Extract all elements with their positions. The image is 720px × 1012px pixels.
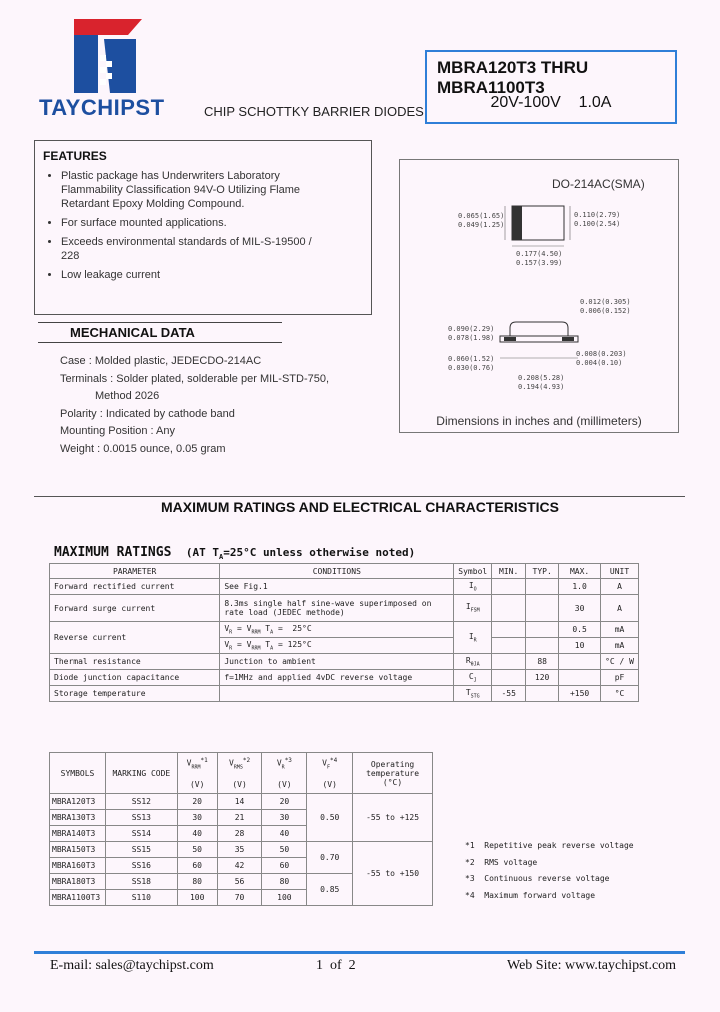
vf-cell: 0.85 [307,874,353,906]
mech-method: Method 2026 [95,390,160,403]
table-row [50,842,433,858]
part-symbols-table [49,752,433,906]
dim-label: 0.100(2.54) [574,220,621,228]
column-header: UNIT [601,564,639,579]
symbol-cell: $I_R$ [454,622,492,654]
temp-cell: -55 to +150 [353,842,433,906]
column-header: TYP. [526,564,559,579]
unit-cell: °C [601,686,639,702]
column-header: MAX. [559,564,601,579]
vr-cell: 50 [262,842,307,858]
max-ratings-condition: (AT $T_A=25^\circ C$ unless otherwise noted) [185,546,416,562]
param-cell: Thermal resistance [50,654,220,670]
table-row [50,654,639,670]
dim-label: 0.177(4.50) [516,250,563,258]
vrms-cell: 70 [217,890,262,906]
part-cell: MBRA140T3 [50,826,106,842]
mechanical-data-list [60,353,329,459]
marking-cell: SS13 [105,810,177,826]
marking-cell: SS18 [105,874,177,890]
max-ratings-heading [54,545,415,561]
vr-cell: 60 [262,858,307,874]
dim-label: 0.090(2.29) [448,325,495,333]
unit-cell: pF [601,670,639,686]
vrms-cell: 42 [217,858,262,874]
vrrm-cell: 20 [177,794,217,810]
cond-cell: f=1MHz and applied 4vDC reverse voltage [220,670,454,686]
symbol-cell: $I_{FSM}$ [454,595,492,622]
column-header: CONDITIONS [220,564,454,579]
column-header: MIN. [492,564,526,579]
max-cell [559,654,601,670]
max-ratings-title: MAXIMUM RATINGS [54,545,172,560]
dim-label: 0.049(1.25) [458,221,505,229]
unit-cell: A [601,595,639,622]
dimensions-note: Dimensions in inches and (millimeters) [436,414,642,428]
footer-email[interactable]: E-mail: sales@taychipst.com [50,958,214,973]
dim-label: 0.208(5.28) [518,374,565,382]
max-cell: 30 [559,595,601,622]
column-header: Operating temperature (°C) [353,753,433,794]
marking-cell: SS14 [105,826,177,842]
features-box [34,140,372,315]
min-cell [492,670,526,686]
table-header-row [50,564,639,579]
cond-cell: Junction to ambient [220,654,454,670]
vrms-cell: 14 [217,794,262,810]
feature-item: • Exceeds environmental standards of MIL-S-19500 / 228 [61,235,323,263]
table-row [50,670,639,686]
part-cell: MBRA120T3 [50,794,106,810]
symbol-cell: $R_{\theta JA}$ [454,654,492,670]
dim-label: 0.110(2.79) [574,211,621,219]
column-header: SYMBOLS [50,753,106,794]
vr-cell: 40 [262,826,307,842]
page-number: 1 of 2 [316,958,356,973]
cond-cell: $V_R = V_{RRM}$ $T_A = 25^\circ C$ [220,622,454,638]
table-row [50,622,639,638]
min-cell [492,595,526,622]
part-title: MBRA120T3 THRU MBRA1100T3 [437,58,589,97]
table-row [50,595,639,622]
brand-name: TAYCHIPST [39,95,165,120]
min-cell [492,622,526,638]
dim-label: 0.012(0.305) [580,298,631,306]
cond-cell: See Fig.1 [220,579,454,595]
min-cell [492,638,526,654]
typ-cell [526,595,559,622]
max-ratings-table [49,563,639,702]
cond-cell: 8.3ms single half sine-wave superimposed on rate load (JEDEC methode) [220,595,454,622]
mechanical-data-title: MECHANICAL DATA [38,322,282,343]
marking-cell: S110 [105,890,177,906]
vr-cell: 100 [262,890,307,906]
max-cell: 10 [559,638,601,654]
part-number-box [425,50,677,124]
vrrm-cell: 60 [177,858,217,874]
product-subtitle: CHIP SCHOTTKY BARRIER DIODES [204,104,424,119]
features-list [35,169,323,287]
marking-cell: SS12 [105,794,177,810]
column-header: MARKING CODE [105,753,177,794]
dim-label: 0.194(4.93) [518,383,565,391]
feature-item: • Low leakage current [61,268,323,282]
table-row [50,686,639,702]
symbol-cell: $C_J$ [454,670,492,686]
footer-divider [34,951,685,954]
vrrm-cell: 30 [177,810,217,826]
section-title: MAXIMUM RATINGS AND ELECTRICAL CHARACTERISTICS [161,499,559,515]
vf-cell: 0.50 [307,794,353,842]
mech-terminals: Terminals : Solder plated, solderable per MIL-STD-750, [60,372,330,385]
param-cell: Reverse current [50,622,220,654]
mech-case: Case : Molded plastic, JEDECDO-214AC [60,355,262,367]
param-cell: Diode junction capacitance [50,670,220,686]
table-header-row [50,753,433,794]
table-row [50,579,639,595]
feature-item: • For surface mounted applications. [61,216,323,230]
typ-cell [526,579,559,595]
marking-cell: SS16 [105,858,177,874]
vrrm-cell: 50 [177,842,217,858]
unit-cell: A [601,579,639,595]
table-row [50,794,433,810]
param-cell: Forward surge current [50,595,220,622]
package-outline-drawing [400,196,678,410]
marking-cell: SS15 [105,842,177,858]
footnote: *1 Repetitive peak reverse voltage [465,841,634,850]
part-cell: MBRA180T3 [50,874,106,890]
column-header: $V_R^{*3}$ (V) [262,753,307,794]
column-header: PARAMETER [50,564,220,579]
dim-label: 0.008(0.203) [576,350,627,358]
cond-cell: $V_R = V_{RRM}$ $T_A = 125^\circ C$ [220,638,454,654]
param-cell: Forward rectified current [50,579,220,595]
part-cell: MBRA160T3 [50,858,106,874]
dim-label: 0.006(0.152) [580,307,631,315]
footnote: *4 Maximum forward voltage [465,890,596,900]
max-cell [559,670,601,686]
column-header: $V_F^{*4}$ (V) [307,753,353,794]
column-header: Symbol [454,564,492,579]
max-cell: +150 [559,686,601,702]
vr-cell: 20 [262,794,307,810]
vrrm-cell: 80 [177,874,217,890]
dim-label: 0.030(0.76) [448,364,495,372]
dim-label: 0.065(1.65) [458,212,505,220]
part-cell: MBRA130T3 [50,810,106,826]
vr-cell: 80 [262,874,307,890]
dim-label: 0.078(1.98) [448,334,495,342]
symbol-cell: $I_O$ [454,579,492,595]
cond-cell [220,686,454,702]
typ-cell [526,638,559,654]
vrms-cell: 56 [217,874,262,890]
typ-cell: 88 [526,654,559,670]
feature-item: • Plastic package has Underwriters Laboratory Flammability Classification 94V-O Utilizing Flame Retardant Epoxy Molding Compound. [61,169,319,211]
max-cell: 0.5 [559,622,601,638]
temp-cell: -55 to +125 [353,794,433,842]
taychipst-logo [70,17,146,95]
dim-label: 0.004(0.10) [576,359,623,367]
dim-label: 0.157(3.99) [516,259,563,267]
min-cell [492,579,526,595]
typ-cell [526,622,559,638]
footer-website[interactable]: Web Site: www.taychipst.com [507,958,677,973]
min-cell [492,654,526,670]
part-cell: MBRA1100T3 [50,890,106,906]
features-title: FEATURES [43,149,107,163]
typ-cell [526,686,559,702]
max-cell: 1.0 [559,579,601,595]
vf-cell: 0.70 [307,842,353,874]
vrms-cell: 21 [217,810,262,826]
dim-label: 0.060(1.52) [448,355,495,363]
unit-cell: °C / W [601,654,639,670]
unit-cell: mA [601,622,639,638]
typ-cell: 120 [526,670,559,686]
mech-polarity: Polarity : Indicated by cathode band [60,407,235,420]
min-cell: -55 [492,686,526,702]
vrrm-cell: 100 [177,890,217,906]
unit-cell: mA [601,638,639,654]
footnote: *3 Continuous reverse voltage [465,874,610,883]
column-header: $V_{RMS}^{*2}$ (V) [217,753,262,794]
vrms-cell: 28 [217,826,262,842]
vrrm-cell: 40 [177,826,217,842]
section-divider [34,496,685,497]
footnote: *2 RMS voltage [465,857,538,867]
package-diagram-box [399,159,679,433]
column-header: $V_{RRM}^{*1}$ (V) [177,753,217,794]
param-cell: Storage temperature [50,686,220,702]
mech-mounting: Mounting Position : Any [60,425,175,438]
footnotes [465,838,634,904]
vr-cell: 30 [262,810,307,826]
part-cell: MBRA150T3 [50,842,106,858]
mech-weight: Weight : 0.0015 ounce, 0.05 gram [60,442,226,455]
vrms-cell: 35 [217,842,262,858]
part-rating: 20V-100V 1.0A [490,94,612,111]
package-name: DO-214AC(SMA) [552,177,645,191]
symbol-cell: $T_{STG}$ [454,686,492,702]
